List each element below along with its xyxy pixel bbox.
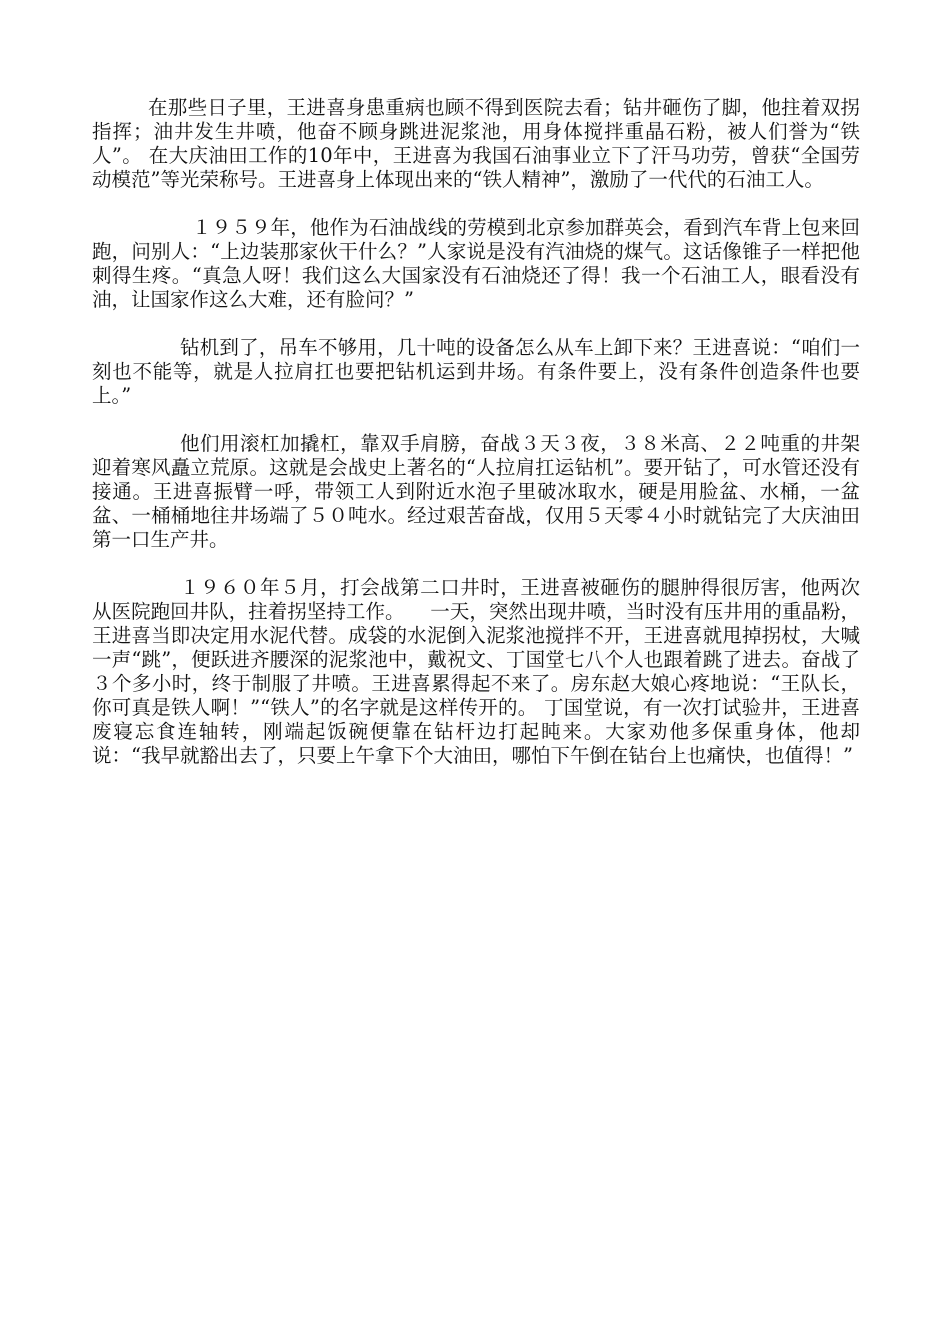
paragraph-1: 在那些日子里，王进喜身患重病也顾不得到医院去看；钻井砸伤了脚，他拄着双拐指挥；油井发生井喷，他奋不顾身跳进泥浆池，用身体搅拌重晶石粉，被人们誉为“铁人”。 在大庆油田工作的10年中，王进喜为我国石油事业立下了汗马功劳，曾获“全国劳动模范”等光荣称号。王进喜身上体现出来的“铁人精神”，激励了一代代的石油工人。 [92, 96, 860, 191]
paragraph-4: 他们用滚杠加撬杠，靠双手肩膀，奋战３天３夜，３８米高、２２吨重的井架迎着寒风矗立荒原。这就是会战史上著名的“人拉肩扛运钻机”。要开钻了，可水管还没有接通。王进喜振臂一呼，带领工人到附近水泡子里破冰取水，硬是用脸盆、水桶，一盆盆、一桶桶地往井场端了５０吨水。经过艰苦奋战，仅用５天零４小时就钻完了大庆油田第一口生产井。 [92, 432, 860, 551]
paragraph-5: １９６０年５月，打会战第二口井时，王进喜被砸伤的腿肿得很厉害，他两次从医院跑回井队，拄着拐坚持工作。 一天，突然出现井喷，当时没有压井用的重晶粉，王进喜当即决定用水泥代替。成袋的水泥倒入泥浆池搅拌不开，王进喜就甩掉拐杖，大喊一声“跳”，便跃进齐腰深的泥浆池中，戴祝文、丁国堂七八个人也跟着跳了进去。奋战了３个多小时，终于制服了井喷。王进喜累得起不来了。房东赵大娘心疼地说：“王队长，你可真是铁人啊！”“铁人”的名字就是这样传开的。 丁国堂说，有一次打试验井，王进喜废寝忘食连轴转，刚端起饭碗便靠在钻杆边打起盹来。大家劝他多保重身体，他却说：“我早就豁出去了，只要上午拿下个大油田，哪怕下午倒在钻台上也痛快，也值得！” [92, 576, 860, 767]
paragraph-2: １９５９年，他作为石油战线的劳模到北京参加群英会，看到汽车背上包来回跑，问别人：“上边装那家伙干什么？”人家说是没有汽油烧的煤气。这话像锥子一样把他刺得生疼。“真急人呀！我们这么大国家没有石油烧还了得！我一个石油工人，眼看没有油，让国家作这么大难，还有脸问？” [92, 216, 860, 311]
paragraph-3: 钻机到了，吊车不够用，几十吨的设备怎么从车上卸下来？王进喜说：“咱们一刻也不能等，就是人拉肩扛也要把钻机运到井场。有条件要上，没有条件创造条件也要上。” [92, 336, 860, 407]
document-body [92, 96, 860, 792]
